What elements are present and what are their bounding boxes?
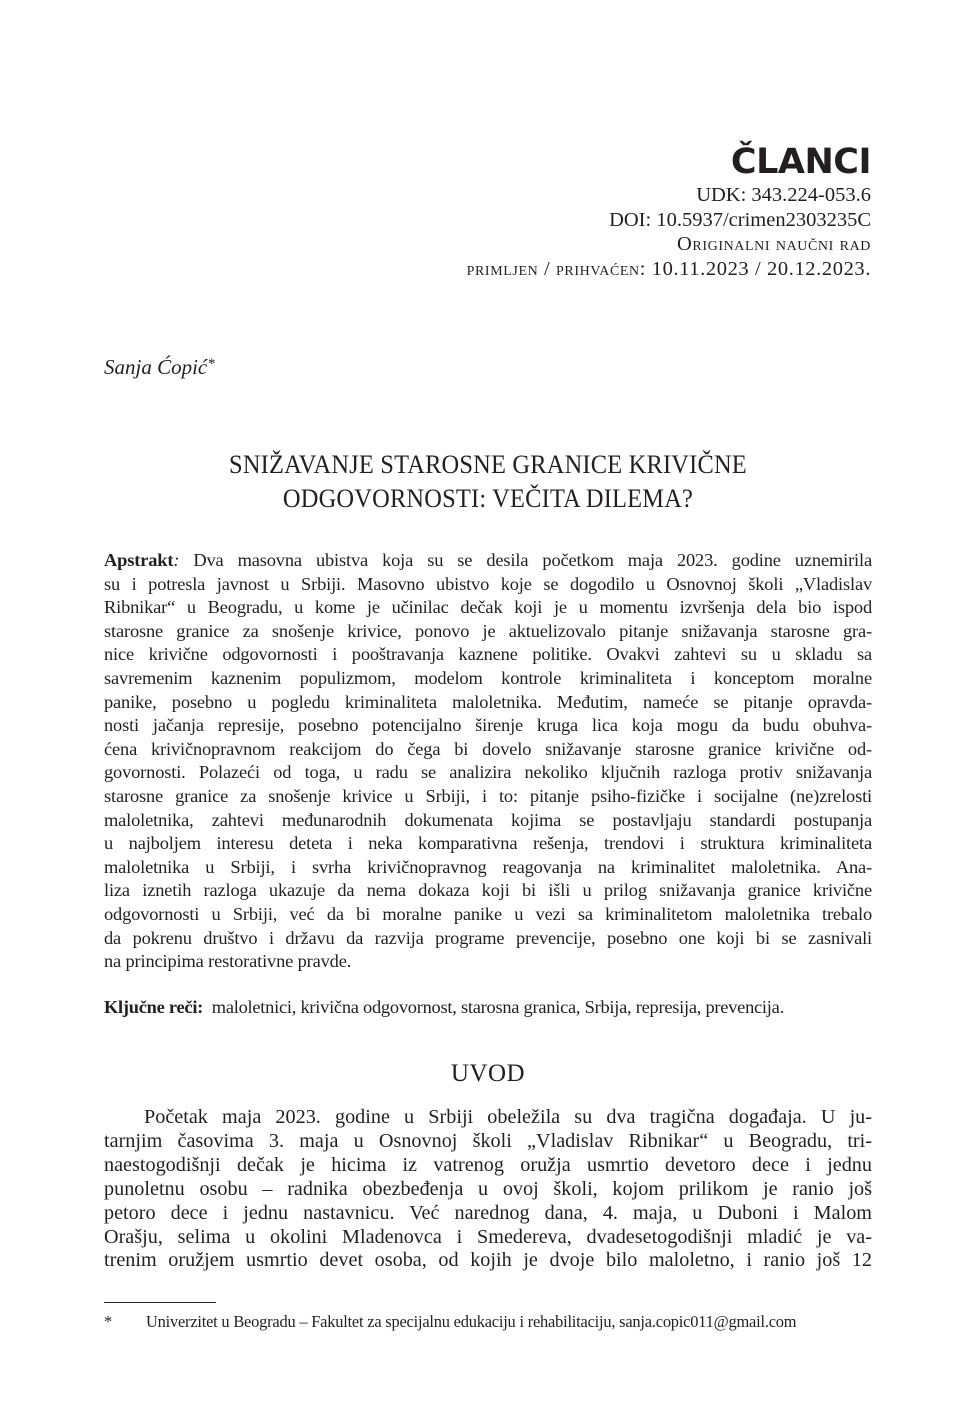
author-name-text: Sanja Ćopić — [104, 355, 208, 379]
author-footnote-marker[interactable]: * — [207, 356, 215, 372]
abstract-line: nosti jačanja represije, posebno potencijalno širenje kruga lica koja mogu da budu obuhva- — [104, 715, 872, 736]
abstract-line: na principima restorativne pravde. — [104, 951, 352, 972]
body-line: punoletnu osobu – radnika obezbeđenja u ovoj školi, kojom prilikom je ranio još — [104, 1177, 872, 1200]
body-line: Početak maja 2023. godine u Srbiji obeležila su dva tragična događaja. U ju- — [144, 1106, 872, 1128]
abstract-line: ćena krivičnopravnom reakcijom do čega bi dovelo snižavanje starosne granice krivične od- — [104, 738, 872, 759]
title-line-1: SNIŽAVANJE STAROSNE GRANICE KRIVIČNE — [229, 450, 747, 479]
article-title — [127, 448, 849, 516]
abstract-line: odgovornosti u Srbiji, već da bi moralne panike u vezi sa kriminalitetom maloletnika trebalo — [104, 903, 872, 924]
body-line: Orašju, selima u okolini Mladenovca i Smedereva, dvadesetogodišnji mladić je va- — [104, 1225, 872, 1248]
doi: DOI: 10.5937/crimen2303235C — [609, 208, 871, 231]
abstract-line: Ribnikar“ u Beogradu, u kome je učinilac dečak koji je u momentu izvršenja dela bio ispod — [104, 597, 872, 618]
article-header — [467, 141, 871, 281]
article-type: Originalni naučni rad — [677, 233, 871, 255]
section-heading-uvod: UVOD — [450, 1060, 526, 1087]
abstract-line: liza iznetih razloga ukazuje da nema dokaza koji bi išli u prilog snižavanja granice krivične — [104, 880, 872, 901]
body-line: trenim oružjem usmrtio devet osoba, od kojih je dvoje bilo maloletno, i ranio još 12 — [104, 1249, 872, 1272]
udk-code: UDK: 343.224-053.6 — [696, 184, 871, 206]
abstract-line: u najboljem interesu deteta i neka komparativna rešenja, trendovi i struktura kriminaliteta — [104, 833, 872, 854]
footnote-text: Univerzitet u Beogradu – Fakultet za specijalnu edukaciju i rehabilitaciju, sanja.copic011@gmail.com — [146, 1312, 797, 1331]
abstract-label: Apstrakt — [104, 550, 174, 570]
abstract-line: da pokrenu društvo i državu da razvija programe prevencije, posebno one koji bi se zasnivali — [104, 927, 872, 948]
abstract-line: govornosti. Polazeći od toga, u radu se analizira nekoliko ključnih razloga protiv snižavanja — [104, 762, 872, 783]
keywords-label: Ključne reči: — [104, 997, 204, 1017]
abstract-line: starosne granice za snošenje krivice u Srbiji, i to: pitanje psiho-fizičke i socijalne (ne)zrelosti — [104, 785, 872, 806]
abstract-line: maloletnika u Srbiji, i svrha krivičnopravnog reagovanja na kriminalitet maloletnika. Ana- — [104, 856, 872, 877]
body-line: naestogodišnji dečak je hicima iz vatrenog oružja usmrtio devetoro dece i jednu — [104, 1153, 872, 1176]
author-name — [104, 354, 215, 380]
footnote — [104, 1312, 884, 1332]
received-accepted-dates: primljen / prihvaćen: 10.11.2023 / 20.12.2023. — [466, 257, 871, 280]
footnote-marker: * — [104, 1312, 112, 1331]
abstract-line: nice krivične odgovornosti i pooštravanja kaznene politike. Ovakvi zahtevi su u skladu sa — [104, 644, 872, 665]
title-line-2: ODGOVORNOSTI: VEČITA DILEMA? — [282, 484, 694, 513]
abstract-label-separator: : — [173, 550, 180, 570]
keywords-text: maloletnici, krivična odgovornost, starosna granica, Srbija, represija, prevencija. — [211, 997, 784, 1017]
body-line: petoro dece i jednu nastavnicu. Već narednog dana, 4. maja, u Duboni i Malom — [104, 1201, 872, 1224]
abstract-line: maloletnika, zahtevi međunarodnih dokumenata kojima se postavljaju standardi postupanja — [104, 809, 872, 830]
abstract — [104, 549, 872, 974]
footnote-divider — [104, 1302, 216, 1303]
abstract-line: savremenim kaznenim populizmom, modelom kontrole kriminaliteta i konceptom moralne — [104, 667, 872, 688]
abstract-line: starosne granice za snošenje krivice, ponovo je aktuelizovalo pitanje snižavanja starosne gra- — [104, 620, 872, 641]
body-line: tarnjim časovima 3. maja u Osnovnoj školi „Vladislav Ribnikar“ u Beogradu, tri- — [104, 1129, 872, 1152]
section-label: ČLANCI — [730, 142, 871, 182]
abstract-line: Apstrakt: Dva masovna ubistva koja su se desila početkom maja 2023. godine uznemirila — [104, 550, 872, 570]
abstract-line: su i potresla javnost u Srbiji. Masovno ubistvo koje se dogodilo u Osnovnoj školi „Vladislav — [104, 573, 872, 594]
keywords — [104, 995, 874, 1019]
abstract-line: panike, posebno u pogledu kriminaliteta maloletnika. Međutim, nameće se pitanje opravda- — [104, 691, 872, 712]
body-paragraph — [104, 1106, 872, 1273]
